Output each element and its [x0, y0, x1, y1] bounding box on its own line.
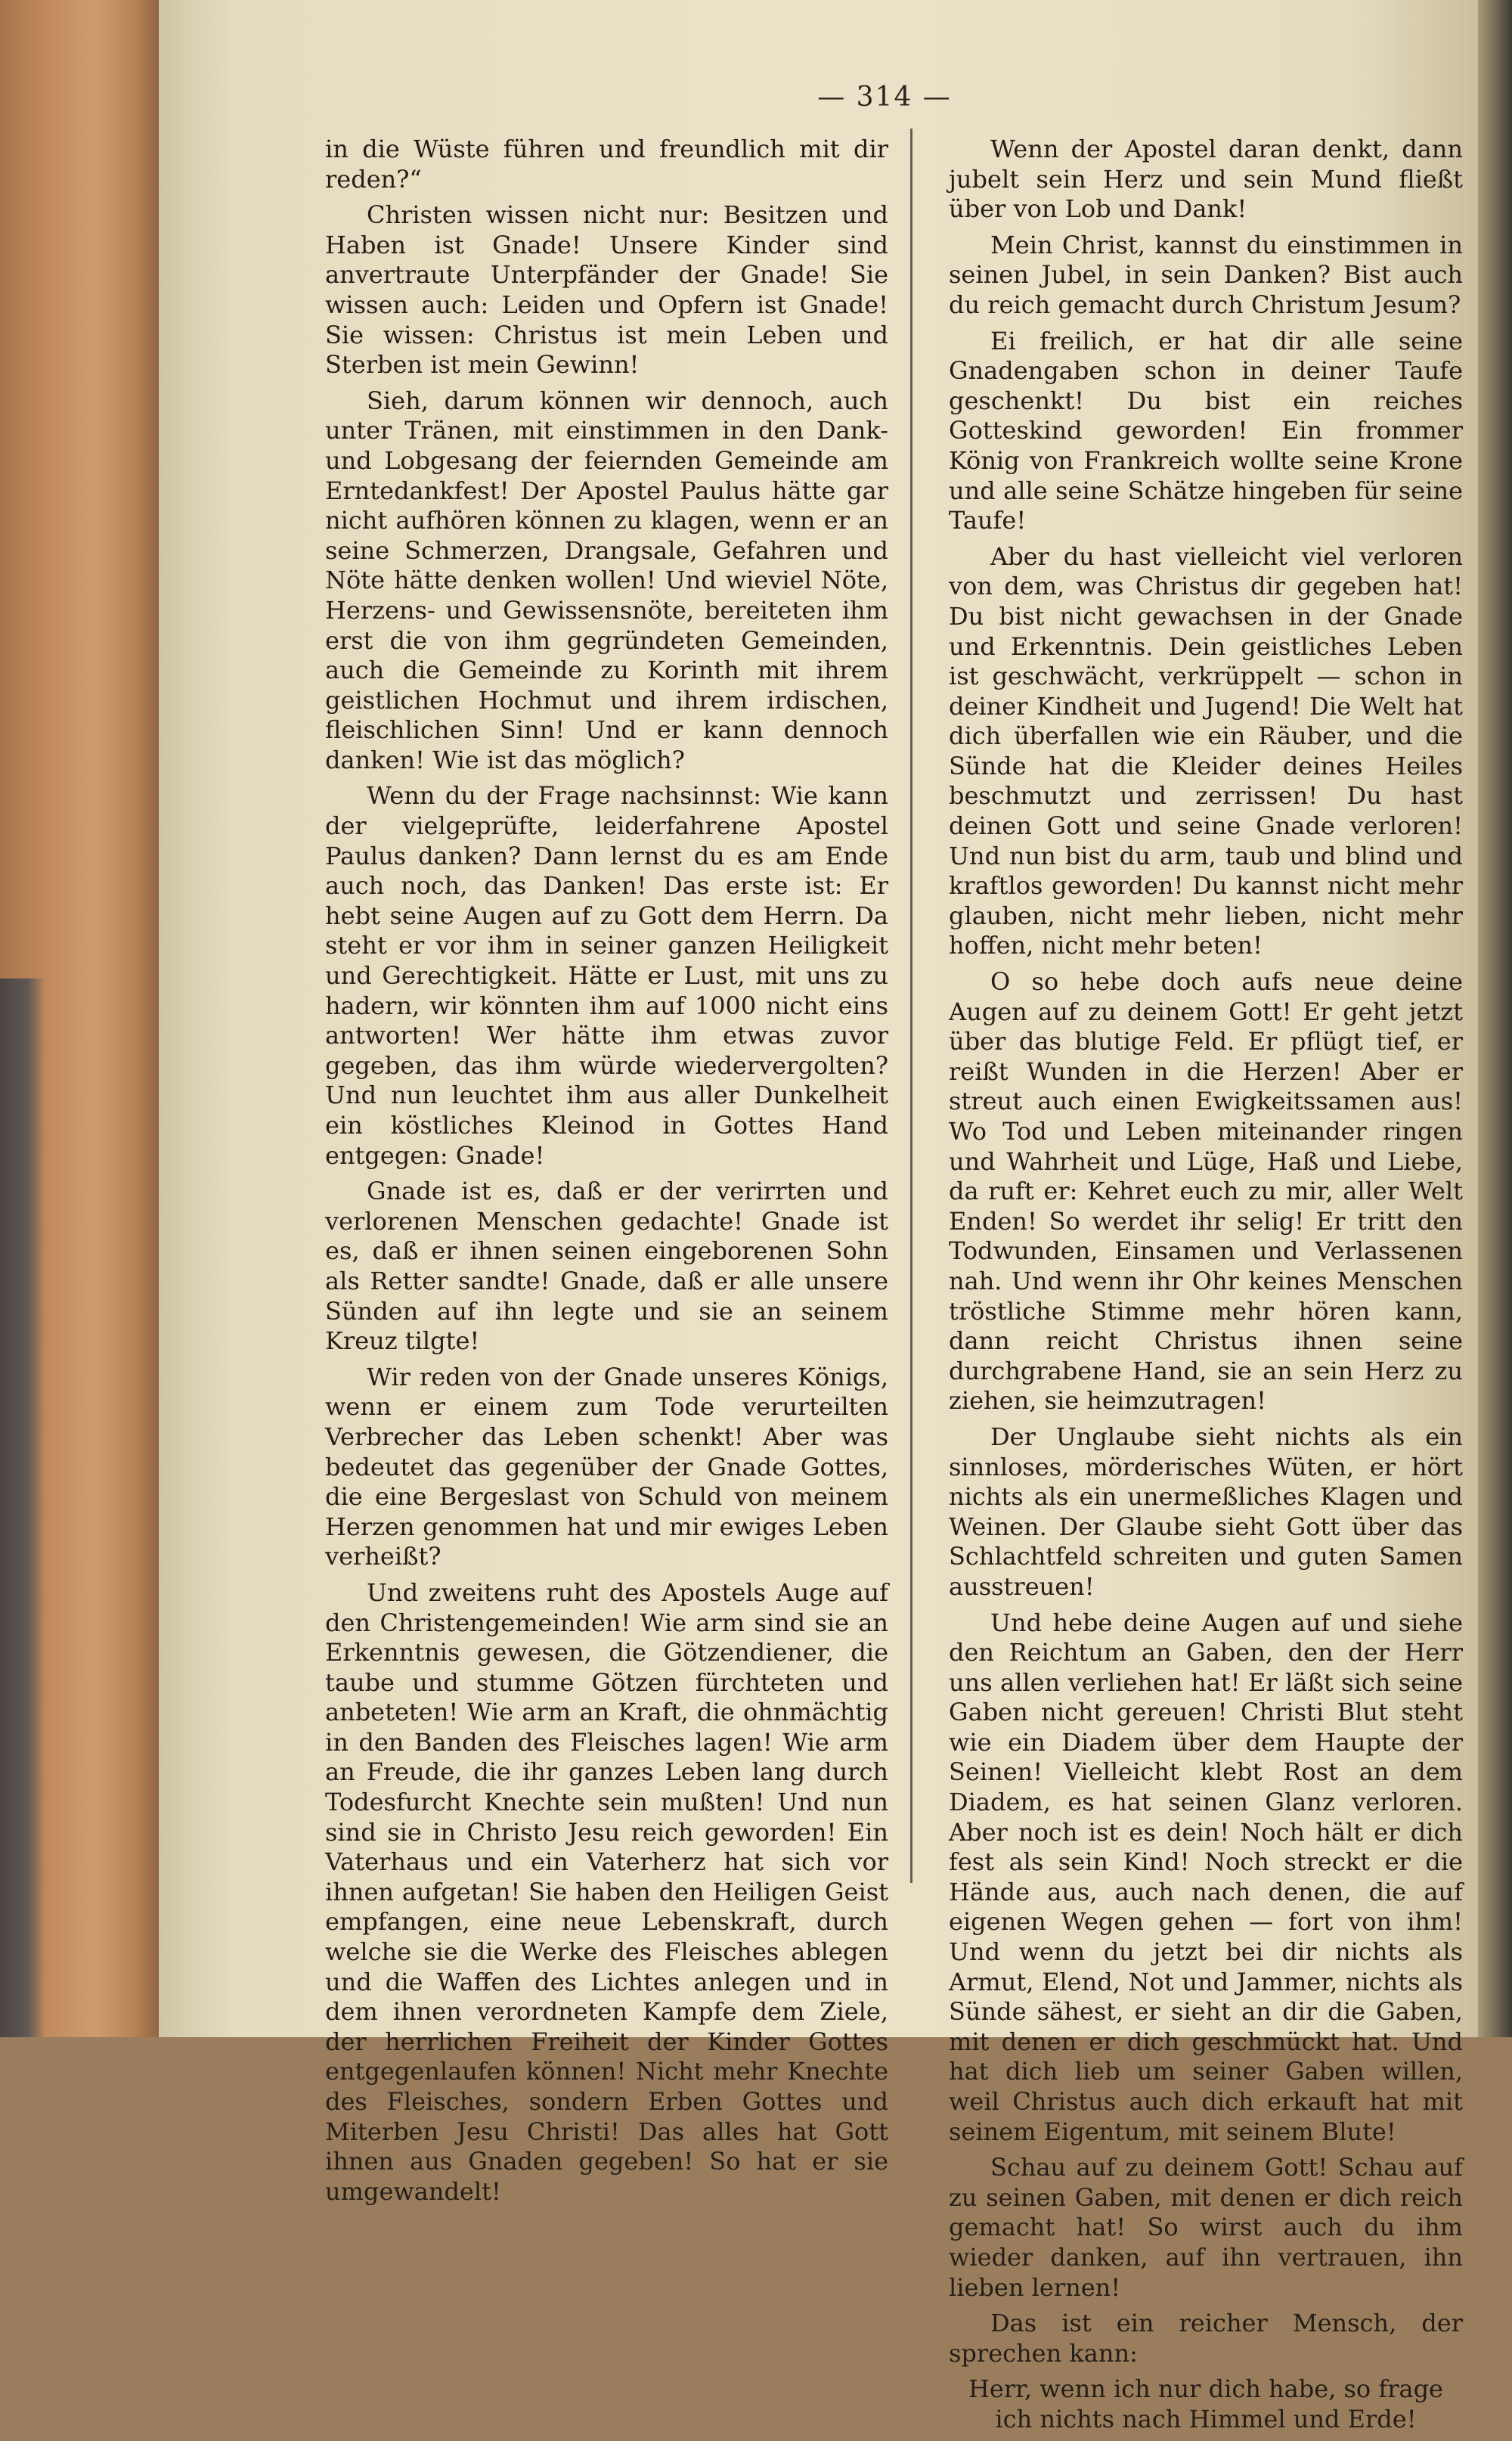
paragraph: Schau auf zu deinem Gott! Schau auf zu seinen Gaben, mit denen er dich reich gemacht hat! So wirst auch du ihm wieder danken, auf ihn vertrauen, ihn lieben lernen!	[949, 2153, 1463, 2302]
paragraph: Das ist ein reicher Mensch, der sprechen kann:	[949, 2309, 1463, 2368]
paragraph: Wenn du der Frage nachsinnst: Wie kann der vielgeprüfte, leiderfahrene Apostel Paulus danken? Dann lernst du es am Ende auch noch, das Danken! Das erste ist: Er hebt seine Augen auf zu Gott dem Herrn. Da steht er vor ihm in seiner ganzen Heiligkeit und Gerechtigkeit. Hätte er Lust, mit uns zu hadern, wir könnten ihm auf 1000 nicht eins antworten! Wer hätte ihm etwas zuvor gegeben, das ihm würde wiedervergolten? Und nun leuchtet ihm aus aller Dunkelheit ein köstliches Kleinod in Gottes Hand entgegen: Gnade!	[325, 781, 888, 1170]
paragraph: O so hebe doch aufs neue deine Augen auf zu deinem Gott! Er geht jetzt über das blutige Feld. Er pflügt tief, er reißt Wunden in die Herzen! Aber er streut auch einen Ewigkeitssamen aus! Wo Tod und Leben miteinander ringen und Wahrheit und Lüge, Haß und Liebe, da ruft er: Kehret euch zu mir, aller Welt Enden! So werdet ihr selig! Er tritt den Todwunden, Einsamen und Verlassenen nah. Und wenn ihr Ohr keines Menschen tröstliche Stimme mehr hören kann, dann reicht Christus ihnen seine durchgrabene Hand, sie an sein Herz zu ziehen, sie heimzutragen!	[949, 967, 1463, 1416]
paragraph: Wir reden von der Gnade unseres Königs, wenn er einem zum Tode verurteilten Verbrecher das Leben schenkt! Aber was bedeutet das gegenüber der Gnade Gottes, die eine Bergeslast von Schuld von meinem Herzen genommen hat und mir ewiges Leben verheißt?	[325, 1362, 888, 1571]
paragraph: Ei freilich, er hat dir alle seine Gnadengaben schon in deiner Taufe geschenkt! Du bist ein reiches Gotteskind geworden! Ein frommer König von Frankreich wollte seine Krone und alle seine Schätze hingeben für seine Taufe!	[949, 326, 1463, 535]
paragraph: Gnade ist es, daß er der verirrten und verlorenen Menschen gedachte! Gnade ist es, daß er ihnen seinen eingeborenen Sohn als Retter sandte! Gnade, daß er alle unsere Sünden auf ihn legte und sie an seinem Kreuz tilgte!	[325, 1177, 888, 1356]
paragraph: Und hebe deine Augen auf und siehe den Reichtum an Gaben, den der Herr uns allen verliehen hat! Er läßt sich seine Gaben nicht gereuen! Christi Blut steht wie ein Diadem über dem Haupte der Seinen! Vielleicht klebt Rost an dem Diadem, es hat seinen Glanz verloren. Aber noch ist es dein! Noch hält er dich fest als sein Kind! Noch streckt er die Hände aus, auch nach denen, die auf eigenen Wegen gehen — fort von ihm! Und wenn du jetzt bei dir nichts als Armut, Elend, Not und Jammer, nichts als Sünde sähest, er sieht an dir die Gaben, mit denen er dich geschmückt hat. Und hat dich lieb um seiner Gaben willen, weil Christus auch dich erkauft hat mit seinem Eigentum, mit seinem Blute!	[949, 1608, 1463, 2146]
paragraph: Mein Christ, kannst du einstimmen in seinen Jubel, in sein Danken? Bist auch du reich gemacht durch Christum Jesum?	[949, 230, 1463, 319]
paragraph: Der Unglaube sieht nichts als ein sinnloses, mörderisches Wüten, er hört nichts als ein unermeßliches Klagen und Weinen. Der Glaube sieht Gott über das Schlachtfeld schreiten und guten Samen ausstreuen!	[949, 1422, 1463, 1601]
right-column	[949, 135, 1463, 2441]
page-number: — 314 —	[817, 82, 952, 113]
paragraph: Christen wissen nicht nur: Besitzen und Haben ist Gnade! Unsere Kinder sind anvertraute Unterpfänder der Gnade! Sie wissen auch: Leiden und Opfern ist Gnade! Sie wissen: Christus ist mein Leben und Sterben ist mein Gewinn!	[325, 200, 888, 380]
book-cover-binding	[0, 979, 45, 2037]
paragraph: Sieh, darum können wir dennoch, auch unter Tränen, mit einstimmen in den Dank- und Lobgesang der feiernden Gemeinde am Erntedankfest! Der Apostel Paulus hätte gar nicht aufhören können zu klagen, wenn er an seine Schmerzen, Drangsale, Gefahren und Nöte hätte denken wollen! Und wieviel Nöte, Herzens- und Gewissensnöte, bereiteten ihm erst die von ihm gegründeten Gemeinden, auch die Gemeinde zu Korinth mit ihrem geistlichen Hochmut und ihrem irdischen, fleischlichen Sinn! Und er kann dennoch danken! Wie ist das möglich?	[325, 386, 888, 774]
paragraph: Aber du hast vielleicht viel verloren von dem, was Christus dir gegeben hat! Du bist nicht gewachsen in der Gnade und Erkenntnis. Dein geistliches Leben ist geschwächt, verkrüppelt — schon in deiner Kindheit und Jugend! Die Welt hat dich überfallen wie ein Räuber, und die Sünde hat die Kleider deines Heiles beschmutzt und zerrissen! Du hast deinen Gott und seine Gnade verloren! Und nun bist du arm, taub und blind und kraftlos geworden! Du kannst nicht mehr glauben, nicht mehr lieben, nicht mehr hoffen, nicht mehr beten!	[949, 541, 1463, 960]
paragraph: Wenn der Apostel daran denkt, dann jubelt sein Herz und sein Mund fließt über von Lob und Dank!	[949, 135, 1463, 224]
paragraph: in die Wüste führen und freundlich mit dir reden?“	[325, 135, 888, 194]
book-edge	[0, 0, 159, 2037]
paragraph: Und zweitens ruht des Apostels Auge auf den Christengemeinden! Wie arm sind sie an Erkenntnis gewesen, die Götzendiener, die taube und stumme Götzen fürchteten und anbeteten! Wie arm an Kraft, die ohnmächtig in den Banden des Fleisches lagen! Wie arm an Freude, die ihr ganzes Leben lang durch Todesfurcht Knechte sein mußten! Und nun sind sie in Christo Jesu reich geworden! Ein Vaterhaus und ein Vaterherz hat sich vor ihnen aufgetan! Sie haben den Heiligen Geist empfangen, eine neue Lebenskraft, durch welche sie die Werke des Fleisches ablegen und die Waffen des Lichtes anlegen und in dem ihnen verordneten Kampfe dem Ziele, der herrlichen Freiheit der Kinder Gottes entgegenlaufen können! Nicht mehr Knechte des Fleisches, sondern Erben Gottes und Miterben Jesu Christi! Das alles hat Gott ihnen aus Gnaden gegeben! So hat er sie umgewandelt!	[325, 1577, 888, 2206]
left-column	[325, 135, 888, 2213]
closing-quote: Herr, wenn ich nur dich habe, so frage ich nichts nach Himmel und Erde!	[968, 2374, 1443, 2433]
column-divider	[910, 129, 912, 1883]
page-gutter-shadow	[1478, 0, 1512, 2037]
